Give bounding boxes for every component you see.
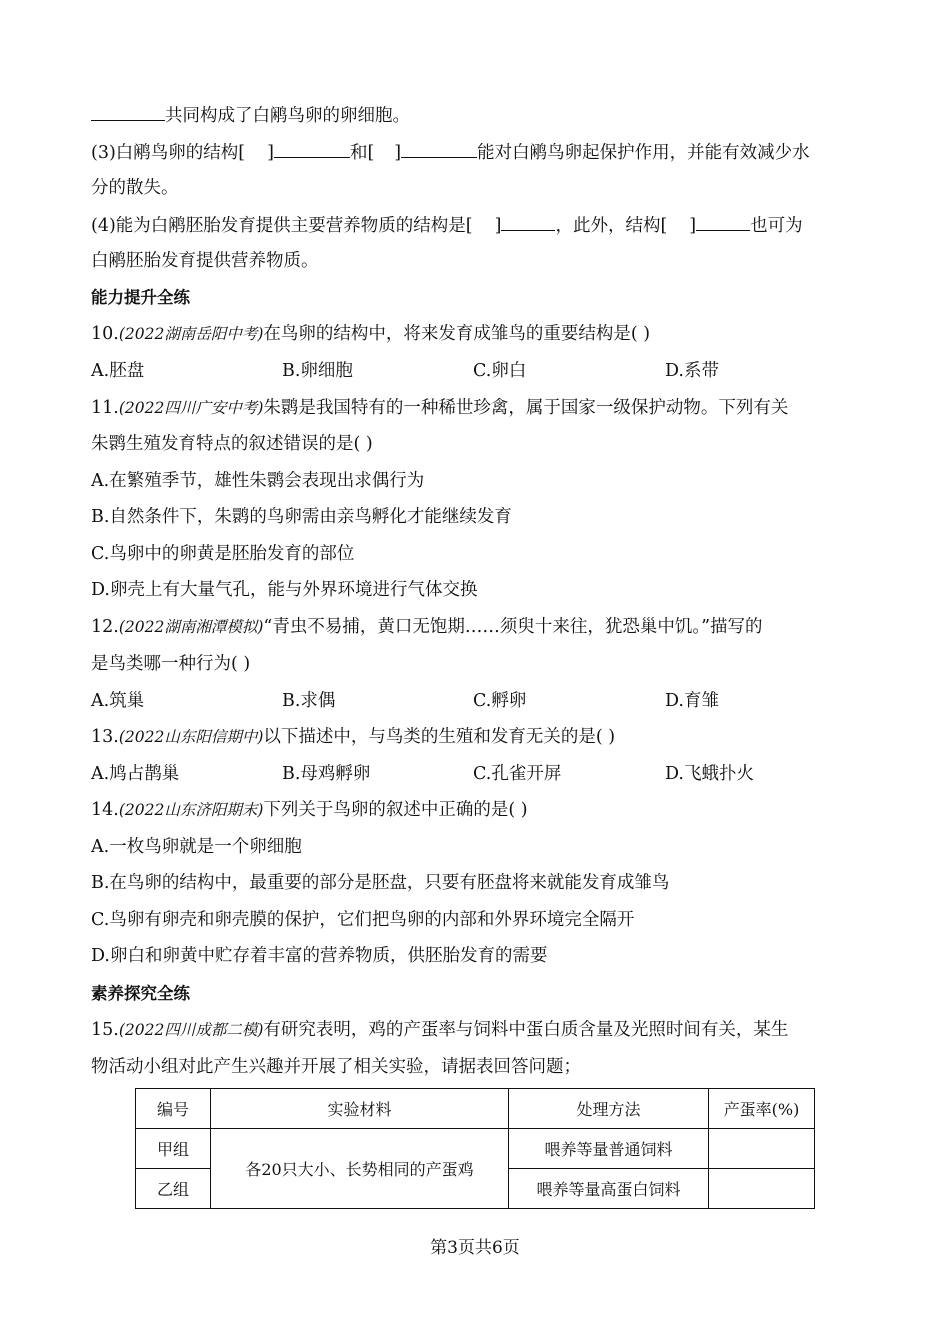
option-a[interactable]: A.胚盘 (91, 361, 145, 381)
table-row (136, 1129, 815, 1169)
option-d[interactable]: D.育雏 (665, 691, 719, 711)
option-b[interactable]: B.自然条件下，朱鹮的鸟卵需由亲鸟孵化才能继续发育 (91, 507, 512, 527)
option-b[interactable]: B.在鸟卵的结构中，最重要的部分是胚盘，只要有胚盘将来就能发育成雏鸟 (91, 873, 670, 893)
option-c[interactable]: C.孔雀开屏 (473, 764, 562, 784)
table-header-row (136, 1089, 815, 1129)
method-cell: 喂养等量高蛋白饲料 (509, 1169, 709, 1209)
header-material: 实验材料 (211, 1089, 509, 1129)
header-id: 编号 (136, 1089, 211, 1129)
question-13: 13.(2022山东阳信期中)以下描述中，与鸟类的生殖和发育无关的是( ) (91, 727, 616, 747)
option-d[interactable]: D.卵壳上有大量气孔，能与外界环境进行气体交换 (91, 580, 478, 600)
section-heading: 能力提升全练 (91, 288, 190, 307)
question-15: 15.(2022四川成都二模)有研究表明，鸡的产蛋率与饲料中蛋白质含量及光照时间有关，某生 (91, 1020, 789, 1040)
text-line: 是鸟类哪一种行为( ) (91, 654, 251, 674)
section-heading: 素养探究全练 (91, 984, 190, 1003)
answer-blank[interactable] (696, 212, 750, 231)
option-c[interactable]: C.孵卵 (473, 691, 527, 711)
option-d[interactable]: D.卵白和卵黄中贮存着丰富的营养物质，供胚胎发育的需要 (91, 946, 548, 966)
method-cell: 喂养等量普通饲料 (509, 1129, 709, 1169)
option-c[interactable]: C.鸟卵中的卵黄是胚胎发育的部位 (91, 544, 355, 564)
rate-cell[interactable] (709, 1129, 815, 1169)
option-c[interactable]: C.鸟卵有卵壳和卵壳膜的保护，它们把鸟卵的内部和外界环境完全隔开 (91, 910, 635, 930)
option-a[interactable]: A.一枚鸟卵就是一个卵细胞 (91, 837, 302, 857)
question-10: 10.(2022湖南岳阳中考)在鸟卵的结构中，将来发育成雏鸟的重要结构是( ) (91, 324, 651, 344)
row-id: 甲组 (136, 1129, 211, 1169)
question-3: (3)白鹇鸟卵的结构[ ] 和[ ] 能对白鹇鸟卵起保护作用，并能有效减少水 (91, 139, 810, 165)
option-b[interactable]: B.卵细胞 (282, 361, 353, 381)
option-a[interactable]: A.在繁殖季节，雄性朱鹮会表现出求偶行为 (91, 471, 425, 491)
text-line: 物活动小组对此产生兴趣并开展了相关实验，请据表回答问题； (91, 1057, 581, 1077)
row-id: 乙组 (136, 1169, 211, 1209)
text-line: 共同构成了白鹇鸟卵的卵细胞。 (91, 102, 410, 128)
option-a[interactable]: A.筑巢 (91, 691, 145, 711)
option-a[interactable]: A.鸠占鹊巢 (91, 764, 180, 784)
answer-blank[interactable] (91, 102, 165, 121)
question-14: 14.(2022山东济阳期末)下列关于鸟卵的叙述中正确的是( ) (91, 800, 528, 820)
text-line: 白鹇胚胎发育提供营养物质。 (91, 251, 319, 271)
text-line: 朱鹮生殖发育特点的叙述错误的是( ) (91, 434, 373, 454)
option-d[interactable]: D.系带 (665, 361, 719, 381)
option-c[interactable]: C.卵白 (473, 361, 527, 381)
header-rate: 产蛋率(%) (709, 1089, 815, 1129)
experiment-table (135, 1088, 815, 1209)
option-b[interactable]: B.求偶 (282, 691, 336, 711)
option-b[interactable]: B.母鸡孵卵 (282, 764, 371, 784)
page-footer: 第3页共6页 (430, 1238, 520, 1258)
answer-blank[interactable] (274, 139, 350, 158)
question-11: 11.(2022四川广安中考)朱鹮是我国特有的一种稀世珍禽，属于国家一级保护动物。下列有关 (91, 398, 789, 418)
option-d[interactable]: D.飞蛾扑火 (665, 764, 754, 784)
material-cell: 各20只大小、长势相同的产蛋鸡 (211, 1129, 509, 1209)
question-12: 12.(2022湖南湘潭模拟)“青虫不易捕，黄口无饱期……须臾十来往，犹恐巢中饥。”描写的 (91, 617, 763, 637)
rate-cell[interactable] (709, 1169, 815, 1209)
question-4: (4)能为白鹇胚胎发育提供主要营养物质的结构是[ ] ，此外，结构[ ] 也可为 (91, 212, 803, 238)
header-method: 处理方法 (509, 1089, 709, 1129)
answer-blank[interactable] (501, 212, 555, 231)
text-line: 分的散失。 (91, 178, 179, 198)
answer-blank[interactable] (401, 139, 477, 158)
